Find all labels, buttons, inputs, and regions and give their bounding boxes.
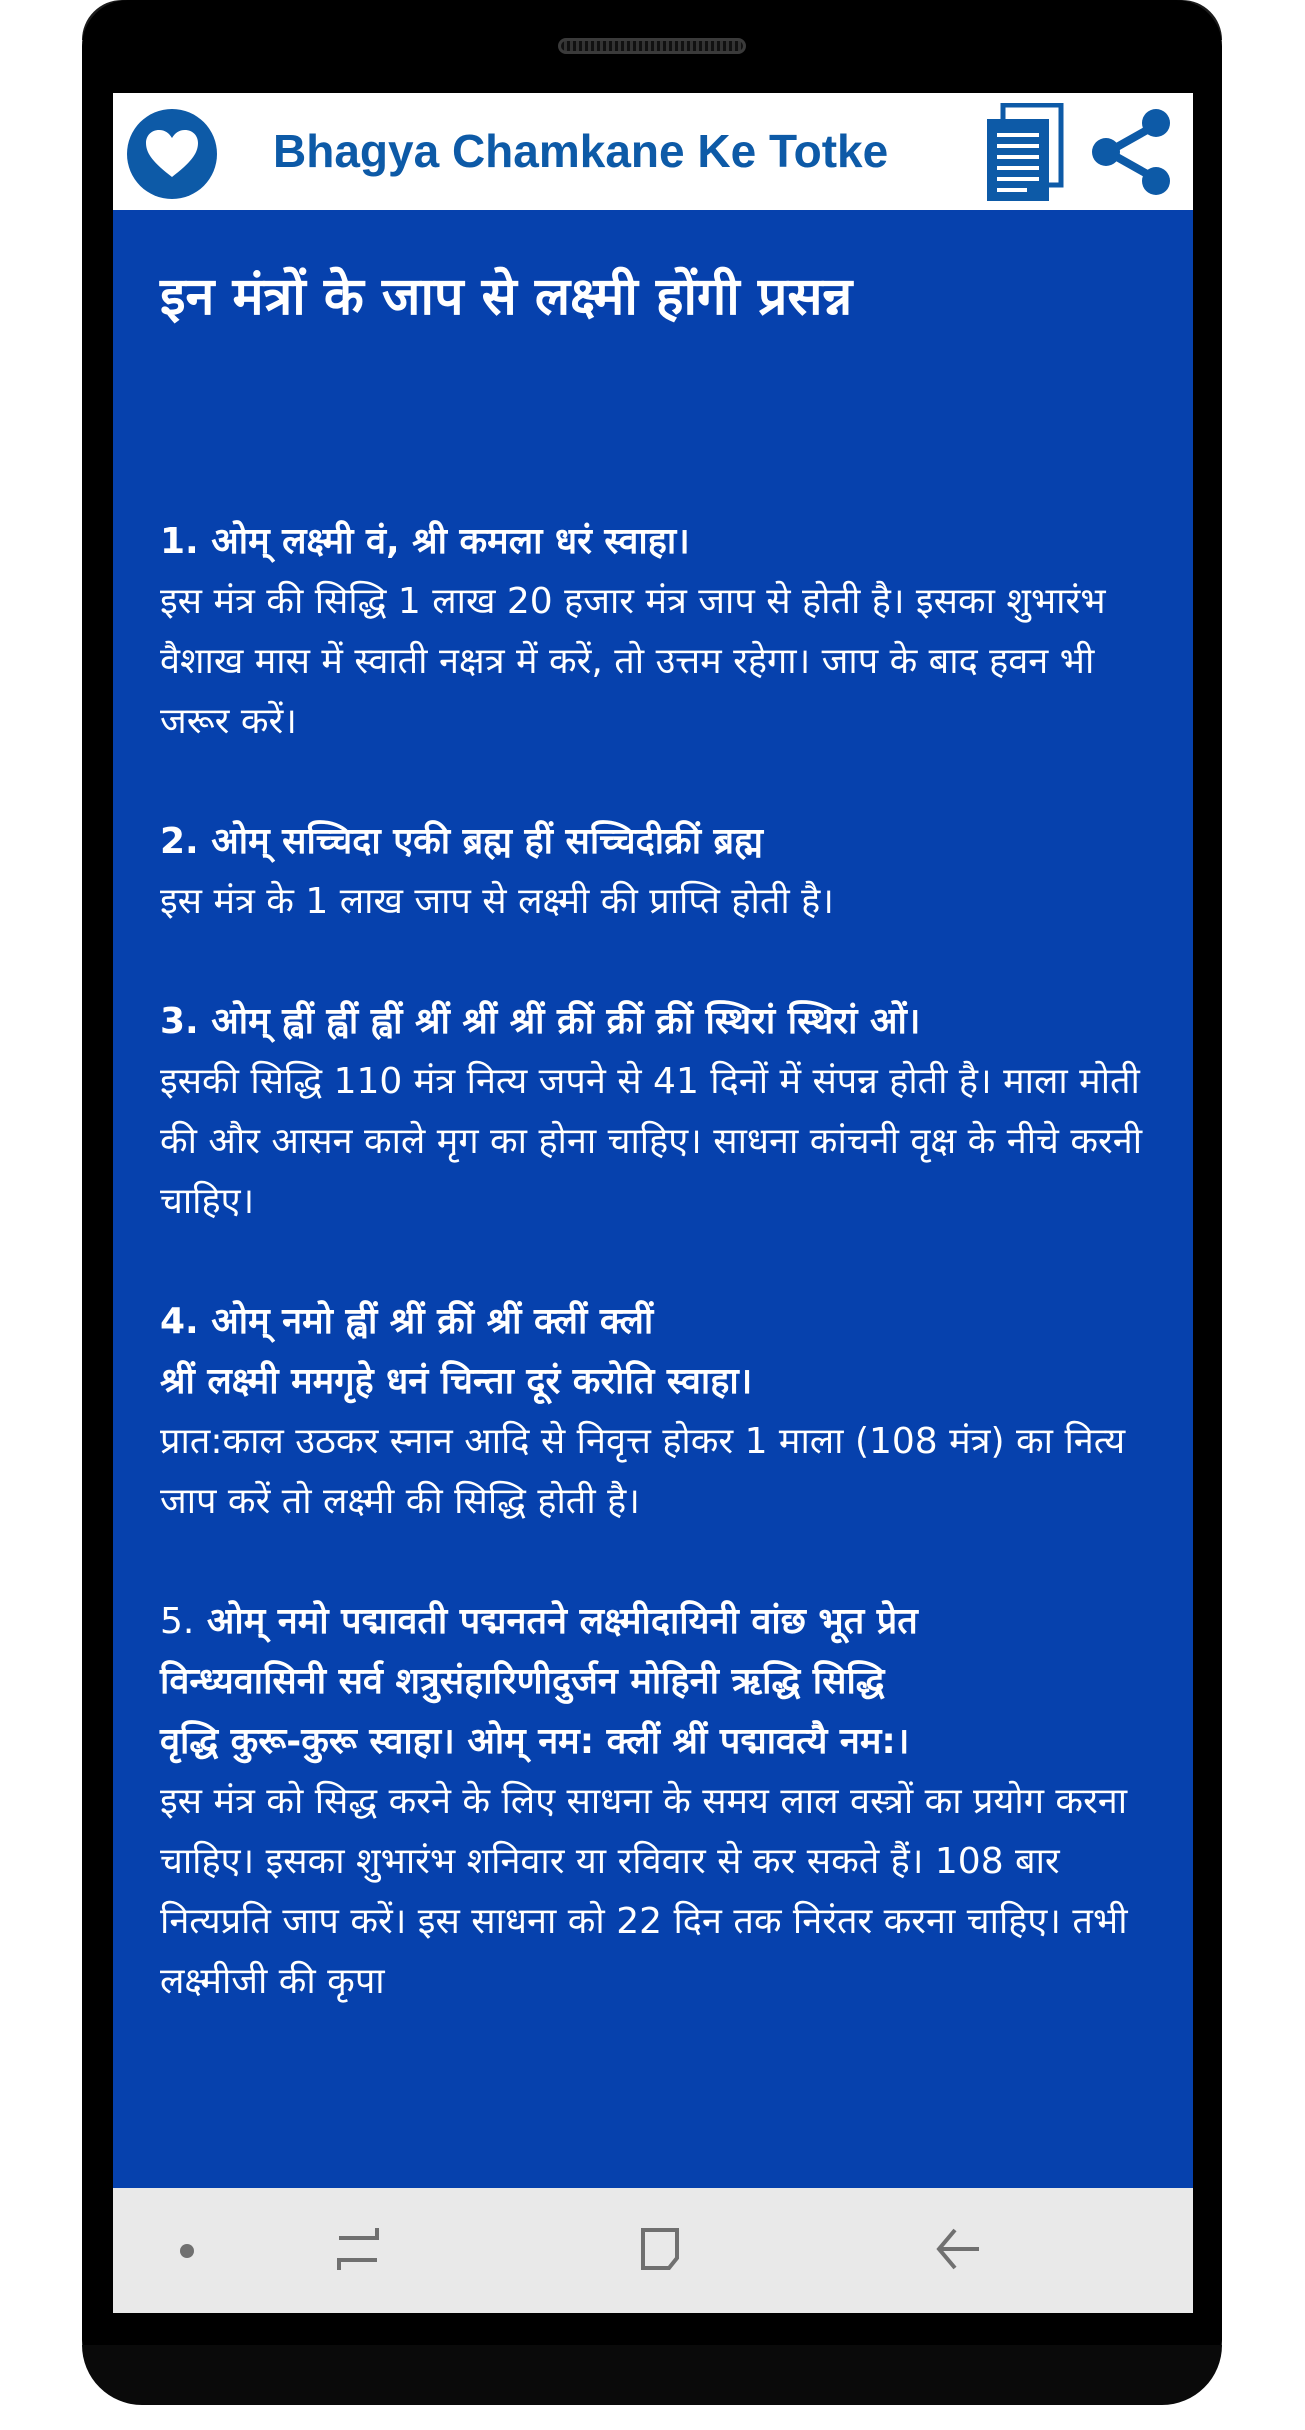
mantra-description: इस मंत्र की सिद्धि 1 लाख 20 हजार मंत्र जाप से होती है। इसका शुभारंभ वैशाख मास में स्वाती नक्षत्र में करें, तो उत्तम रहेगा। जाप के बाद हवन भी जरूर करें। [160,581,1106,742]
home-icon [635,2224,685,2274]
mantra-description: इसकी सिद्धि 110 मंत्र नित्य जपने से 41 दिनों में संपन्न होती है। माला मोती की और आसन काले मृग का होना चाहिए। साधना कांचनी वृक्ष के नीचे करनी चाहिए। [160,1061,1143,1222]
mantra-item [160,512,1170,752]
recent-apps-button[interactable] [333,2224,383,2274]
mantra-text-line-2: श्रीं लक्ष्मी ममगृहे धनं चिन्ता दूरं करोति स्वाहा। [160,1361,753,1402]
dot-icon[interactable] [180,2244,194,2258]
favorite-button[interactable] [127,109,217,199]
heart-icon [144,129,200,179]
screen [113,93,1193,2313]
mantra-text: 3. ओम् ह्वीं ह्वीं ह्वीं श्रीं श्रीं श्रीं क्रीं क्रीं क्रीं स्थिरां स्थिरां ओं। [160,1001,921,1042]
mantra-description: इस मंत्र को सिद्ध करने के लिए साधना के समय लाल वस्त्रों का प्रयोग करना चाहिए। इसका शुभारंभ शनिवार या रविवार से कर सकते हैं। 108 बार नित्यप्रति जाप करें। इस साधना को 22 दिन तक निरंतर करना चाहिए। तभी लक्ष्मीजी की कृपा [160,1781,1128,2002]
share-icon [1088,107,1178,197]
document-button[interactable] [983,103,1067,203]
device-bottom-edge [82,2345,1222,2405]
mantra-text-line-2: विन्ध्यवासिनी सर्व शत्रुसंहारिणीदुर्जन मोहिनी ऋद्धि सिद्धि [160,1661,885,1702]
mantra-item [160,1592,1170,2012]
mantra-description: इस मंत्र के 1 लाख जाप से लक्ष्मी की प्राप्ति होती है। [160,881,834,922]
mantra-description: प्रात:काल उठकर स्नान आदि से निवृत्त होकर 1 माला (108 मंत्र) का नित्य जाप करें तो लक्ष्मी की सिद्धि होती है। [160,1421,1126,1522]
recent-apps-icon [333,2224,383,2274]
mantra-text-segment: ओम् नमो पद्मावती पद्मनतने लक्ष्मीदायिनी वांछ भूत प्रेत [206,1601,918,1642]
mantra-text-line-1 [160,1592,1170,1652]
mantra-item [160,992,1170,1232]
app-bar [113,93,1193,210]
back-button[interactable] [933,2224,983,2274]
home-button[interactable] [635,2224,685,2274]
article-content [160,210,1170,2072]
mantra-text-line-1: 4. ओम् नमो ह्वीं श्रीं क्रीं श्रीं क्लीं क्लीं [160,1301,654,1342]
device-speaker [558,38,746,54]
mantra-item [160,812,1170,932]
document-icon [983,103,1067,203]
mantra-text: 1. ओम् लक्ष्मी वं, श्री कमला धरं स्वाहा। [160,521,690,562]
share-button[interactable] [1088,107,1178,197]
article-title: इन मंत्रों के जाप से लक्ष्मी होंगी प्रसन्न [160,267,853,327]
app-title: Bhagya Chamkane Ke Totke [273,125,889,177]
mantra-number: 5. [160,1601,195,1642]
mantra-text-line-3: वृद्धि कुरू-कुरू स्वाहा। ओम् नम: क्लीं श्रीं पद्मावत्यै नम:। [160,1721,910,1762]
system-nav-bar [113,2188,1193,2313]
mantra-text: 2. ओम् सच्चिदा एकी ब्रह्म हीं सच्चिदीक्रीं ब्रह्म [160,821,763,862]
article-body [160,512,1170,2012]
mantra-item [160,1292,1170,1532]
back-icon [933,2224,983,2274]
